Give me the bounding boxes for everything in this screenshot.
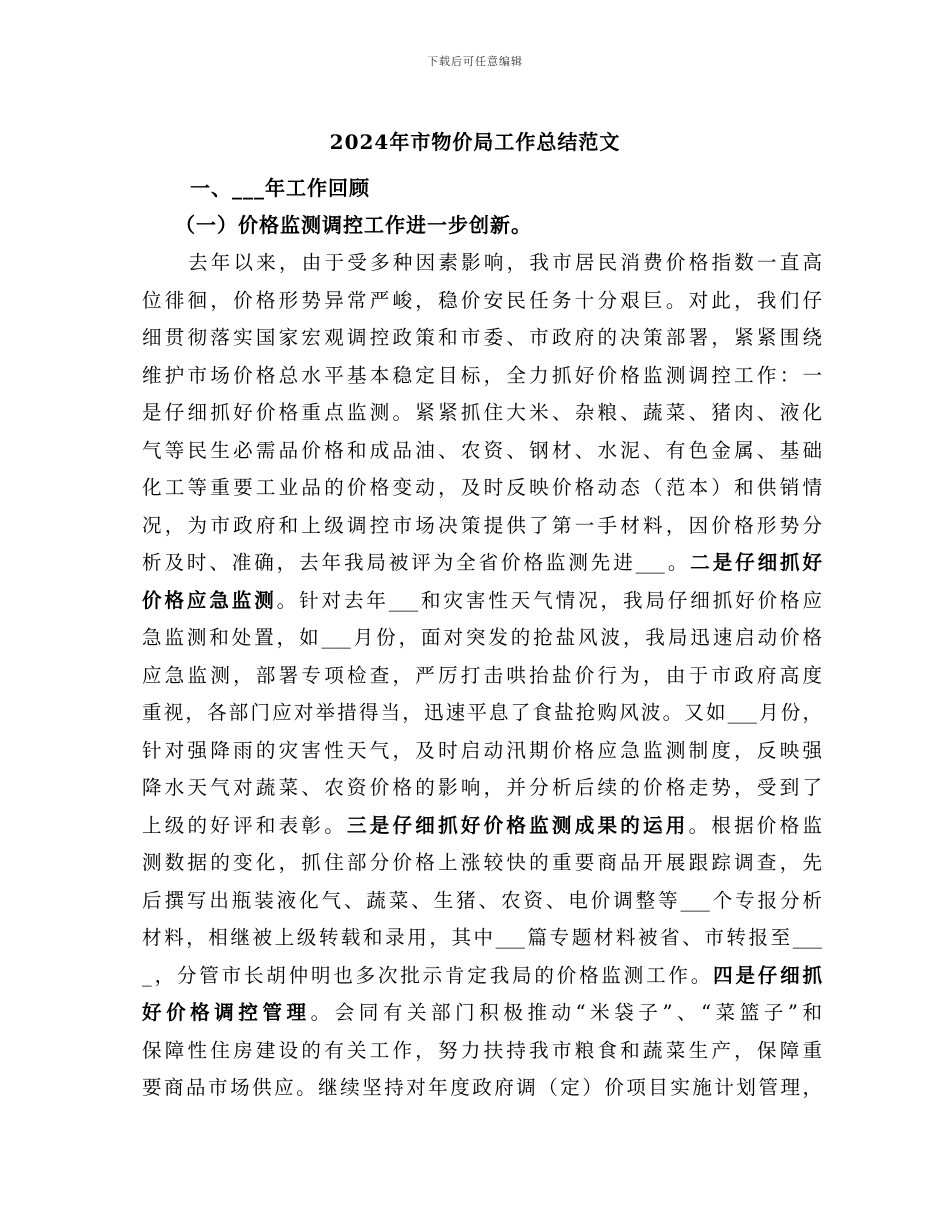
text-line: [142, 732, 822, 770]
text-line: [142, 469, 822, 507]
text-segment: 后撰写出瓶装液化气、蔬菜、生猪、农资、电价调整等___个专报分析: [142, 888, 822, 912]
text-line: [142, 507, 822, 545]
page-header-note: 下载后可任意编辑: [427, 55, 523, 68]
text-segment: 急监测和处置，如___月份，面对突发的抢盐风波，我局迅速启动价格: [142, 626, 822, 649]
text-line: [142, 244, 822, 282]
text-segment: 要商品市场供应。继续坚持对年度政府调（定）价项目实施计划管理，: [142, 1076, 822, 1099]
text-segment: 应急监测，部署专项检查，严厉打击哄抬盐价行为，由于市政府高度: [142, 663, 822, 687]
text-segment: 降水天气对蔬菜、农资价格的影响，并分析后续的价格走势，受到了: [142, 776, 822, 799]
text-line: [142, 657, 822, 695]
text-segment: 。根据价格监: [688, 813, 822, 837]
bold-text-segment: 价格应急监测: [142, 588, 277, 612]
text-line: [142, 619, 822, 657]
text-segment: 位徘徊，价格形势异常严峻，稳价安民任务十分艰巨。对此，我们仔: [142, 288, 822, 312]
text-line: [142, 357, 822, 395]
text-segment: 。会同有关部门积极推动“米袋子”、“菜篮子”和: [310, 1001, 822, 1024]
text-line: [142, 582, 822, 620]
text-segment: 材料，相继被上级转载和录用，其中___篇专题材料被省、市转报至___: [142, 926, 822, 949]
text-segment: 测数据的变化，抓住部分价格上涨较快的重要商品开展跟踪调查，先: [142, 851, 822, 874]
bold-text-segment: 三是仔细抓好价格监测成果的运用: [346, 813, 689, 837]
text-line: [142, 882, 822, 920]
text-segment: 针对强降雨的灾害性天气，及时启动汛期价格应急监测制度，反映强: [142, 738, 822, 762]
sub-heading: （一）价格监测调控工作进一步创新。: [175, 213, 532, 237]
document-title: 2024年市物价局工作总结范文: [329, 130, 621, 154]
text-line: [142, 544, 822, 582]
text-segment: 维护市场价格总水平基本稳定目标，全力抓好价格监测调控工作：一: [142, 363, 822, 387]
bold-text-segment: 四是仔细抓: [713, 963, 822, 987]
text-line: [142, 394, 822, 432]
text-line: [142, 769, 822, 807]
text-segment: 化工等重要工业品的价格变动，及时反映价格动态（范本）和供销情: [142, 476, 822, 499]
text-line: [142, 282, 822, 320]
text-line: [142, 994, 822, 1032]
text-line: [142, 694, 822, 732]
text-segment: 重视，各部门应对举措得当，迅速平息了食盐抢购风波。又如___月份，: [142, 701, 822, 724]
text-segment: 气等民生必需品价格和成品油、农资、钢材、水泥、有色金属、基础: [142, 438, 822, 462]
text-segment: 析及时、准确，去年我局被评为全省价格监测先进___。: [142, 551, 691, 574]
text-segment: 细贯彻落实国家宏观调控政策和市委、市政府的决策部署，紧紧围绕: [142, 326, 822, 349]
text-line: [142, 1032, 822, 1070]
text-segment: 况，为市政府和上级调控市场决策提供了第一手材料，因价格形势分: [142, 513, 822, 537]
text-line: [142, 319, 822, 357]
text-segment: 保障性住房建设的有关工作，努力扶持我市粮食和蔬菜生产，保障重: [142, 1038, 822, 1062]
text-segment: 是仔细抓好价格重点监测。紧紧抓住大米、杂粮、蔬菜、猪肉、液化: [142, 401, 822, 424]
text-line: [142, 919, 822, 957]
text-segment: 去年以来，由于受多种因素影响，我市居民消费价格指数一直高: [188, 251, 822, 274]
text-line: [142, 432, 822, 470]
text-line: [142, 957, 822, 995]
text-segment: 。针对去年___和灾害性天气情况，我局仔细抓好价格应: [276, 588, 822, 612]
bold-text-segment: 二是仔细抓好: [690, 551, 822, 574]
bold-text-segment: 好价格调控管理: [142, 1001, 311, 1024]
text-line: [142, 844, 822, 882]
section-heading: 一、___年工作回顾: [190, 176, 370, 200]
text-line: [142, 1069, 822, 1107]
text-line: [142, 807, 822, 845]
body-paragraph: [142, 244, 822, 1107]
text-segment: 上级的好评和表彰。: [142, 813, 347, 837]
text-segment: _，分管市长胡仲明也多次批示肯定我局的价格监测工作。: [142, 963, 714, 987]
